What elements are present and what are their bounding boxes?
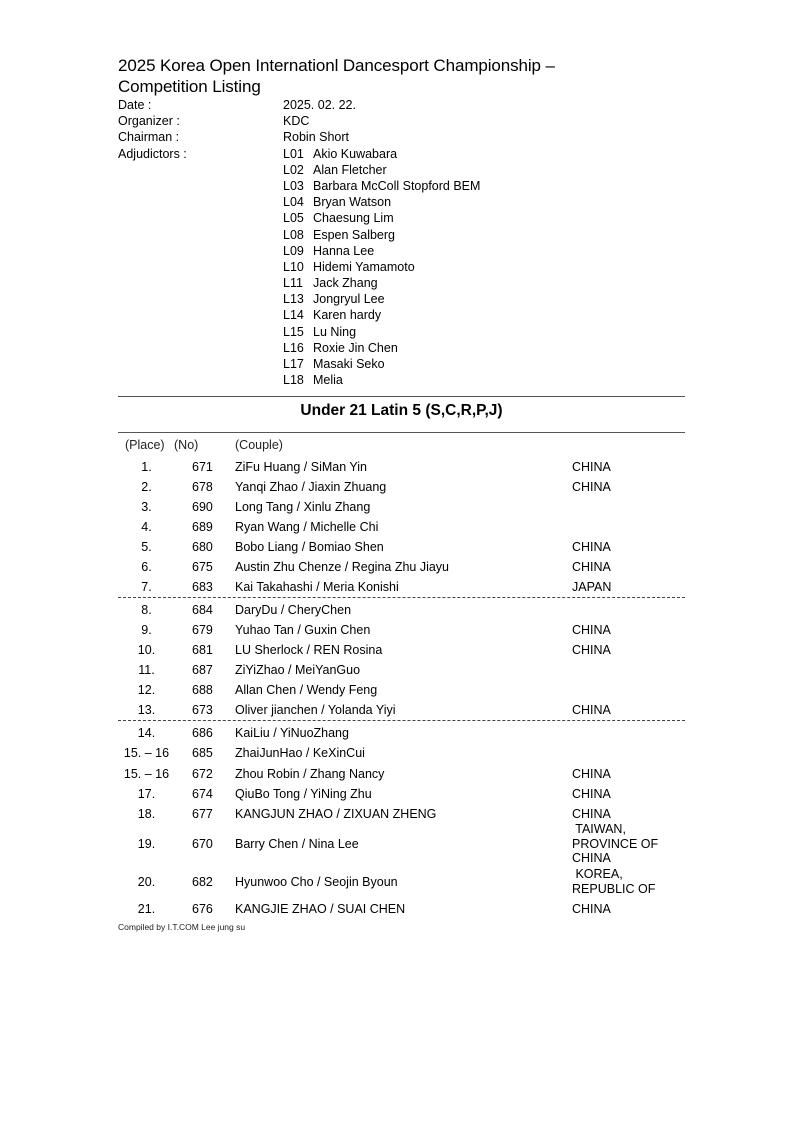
result-number: 690 [192, 500, 213, 514]
result-couple: ZhaiJunHao / KeXinCui [235, 746, 365, 760]
result-number: 672 [192, 767, 213, 781]
adjudicator-code: L01 [283, 146, 304, 161]
chairman-value: Robin Short [283, 130, 350, 145]
result-number: 676 [192, 902, 213, 916]
organizer-row [118, 113, 678, 129]
result-number: 688 [192, 683, 213, 697]
result-couple: ZiYiZhao / MeiYanGuo [235, 663, 361, 677]
result-couple: KaiLiu / YiNuoZhang [235, 726, 349, 740]
result-place: 8. [141, 603, 152, 617]
result-country: CHINA [572, 767, 611, 781]
result-couple: KANGJUN ZHAO / ZIXUAN ZHENG [235, 807, 437, 821]
result-place: 11. [138, 663, 155, 677]
result-couple: Austin Zhu Chenze / Regina Zhu Jiayu [235, 560, 450, 574]
result-number: 671 [192, 460, 213, 474]
result-row [118, 867, 685, 897]
date-value: 2025. 02. 22. [283, 98, 356, 112]
result-country: TAIWAN, PROVINCE OF CHINA [572, 822, 659, 865]
result-row [118, 899, 685, 919]
result-row [118, 600, 685, 620]
result-place: 20. [137, 875, 156, 889]
chairman-row [118, 129, 678, 145]
adjudicator-row [118, 275, 678, 291]
result-place: 19. [137, 837, 156, 851]
result-row [118, 557, 685, 577]
adjudicator-row [118, 307, 678, 323]
adjudicator-code: L04 [283, 195, 304, 210]
result-country: CHINA [572, 643, 611, 657]
adjudicator-name: Barbara McColl Stopford BEM [313, 178, 481, 193]
adjudicator-code: L11 [283, 276, 303, 291]
adjudicator-row [118, 162, 678, 178]
result-place: 6. [141, 560, 152, 574]
result-place: 1. [141, 460, 152, 474]
result-number: 674 [192, 787, 213, 801]
adjudicator-row [118, 291, 678, 307]
result-number: 680 [192, 540, 213, 554]
result-couple: Kai Takahashi / Meria Konishi [235, 580, 399, 594]
adjudicator-row [118, 227, 678, 243]
round-divider-1 [118, 597, 685, 598]
adjudicator-code: L02 [283, 162, 304, 177]
result-couple: Hyunwoo Cho / Seojin Byoun [235, 875, 398, 889]
document-title-line-2: Competition Listing [118, 77, 261, 96]
result-place: 5. [141, 540, 152, 554]
result-place: 4. [141, 520, 152, 534]
result-number: 679 [192, 623, 213, 637]
chairman-label: Chairman : [118, 130, 180, 145]
result-row [118, 477, 685, 497]
result-row [118, 457, 685, 477]
adjudicator-name: Hidemi Yamamoto [313, 259, 415, 274]
result-place: 13. [137, 703, 156, 717]
organizer-label: Organizer : [118, 114, 180, 129]
result-number: 677 [192, 807, 213, 821]
result-country: CHINA [572, 703, 611, 717]
date-label: Date : [118, 98, 152, 112]
result-place: 21. [137, 902, 156, 916]
result-country: CHINA [572, 787, 611, 801]
result-country: KOREA, REPUBLIC OF [572, 867, 656, 896]
adjudicator-row [118, 324, 678, 340]
adjudicator-name: Chaesung Lim [313, 211, 394, 226]
result-couple: Long Tang / Xinlu Zhang [235, 500, 371, 514]
header-divider [118, 432, 685, 433]
result-country: CHINA [572, 480, 611, 494]
adjudicator-name: Espen Salberg [313, 227, 396, 242]
adjudicator-name: Bryan Watson [313, 195, 392, 210]
result-couple: DaryDu / CheryChen [235, 603, 352, 617]
adjudicator-name: Jongryul Lee [313, 292, 385, 307]
adjudicator-name: Jack Zhang [313, 276, 378, 291]
result-row [118, 700, 685, 720]
result-row [118, 620, 685, 640]
result-row [118, 804, 685, 824]
result-couple: Barry Chen / Nina Lee [235, 837, 359, 851]
result-place: 9. [141, 623, 152, 637]
adjudicators-label: Adjudictors : [118, 146, 187, 161]
result-country: CHINA [572, 902, 611, 916]
adjudicator-row [118, 259, 678, 275]
adjudicator-code: L08 [283, 227, 304, 242]
result-row [118, 723, 685, 743]
adjudicator-row [118, 194, 678, 210]
result-place: 14. [137, 726, 156, 740]
result-row [118, 537, 685, 557]
result-number: 689 [192, 520, 213, 534]
result-number: 685 [192, 746, 213, 760]
adjudicator-name: Hanna Lee [313, 243, 375, 258]
section-divider [118, 396, 685, 397]
result-place: 10. [137, 643, 156, 657]
result-place: 2. [141, 480, 152, 494]
adjudicator-code: L18 [283, 373, 304, 388]
adjudicator-row [118, 372, 678, 388]
result-row [118, 743, 685, 763]
result-place: 12. [137, 683, 156, 697]
result-couple: Yanqi Zhao / Jiaxin Zhuang [235, 480, 387, 494]
adjudicator-name: Akio Kuwabara [313, 146, 398, 161]
adjudicator-row [118, 356, 678, 372]
round-divider-2 [118, 720, 685, 721]
organizer-value: KDC [283, 114, 310, 129]
result-row [118, 517, 685, 537]
result-country: CHINA [572, 560, 611, 574]
result-place: 18. [137, 807, 156, 821]
result-number: 687 [192, 663, 213, 677]
result-place: 7. [141, 580, 152, 594]
adjudicators-list [118, 146, 678, 389]
result-number: 678 [192, 480, 213, 494]
date-row [118, 97, 678, 113]
result-couple: QiuBo Tong / YiNing Zhu [235, 787, 372, 801]
result-row [118, 822, 685, 866]
result-place: 17. [137, 787, 156, 801]
result-couple: Yuhao Tan / Guxin Chen [235, 623, 371, 637]
adjudicator-name: Lu Ning [313, 324, 357, 339]
result-number: 684 [192, 603, 213, 617]
result-row [118, 784, 685, 804]
adjudicator-code: L14 [283, 308, 304, 323]
adjudicator-name: Alan Fletcher [313, 162, 387, 177]
result-number: 670 [192, 837, 213, 851]
adjudicator-row [118, 146, 678, 162]
header-couple: (Couple) [235, 438, 283, 452]
document-title-line-1: 2025 Korea Open Internationl Dancesport Championship – [118, 56, 555, 75]
adjudicator-code: L03 [283, 178, 304, 193]
meta-section [118, 97, 678, 388]
result-number: 673 [192, 703, 213, 717]
result-country: CHINA [572, 460, 611, 474]
result-row [118, 497, 685, 517]
result-place: 15. – 16 [123, 746, 170, 760]
result-place: 15. – 16 [123, 767, 170, 781]
result-number: 675 [192, 560, 213, 574]
adjudicator-code: L05 [283, 211, 304, 226]
adjudicator-code: L15 [283, 324, 304, 339]
adjudicator-row [118, 340, 678, 356]
result-row [118, 640, 685, 660]
result-number: 683 [192, 580, 213, 594]
result-row [118, 680, 685, 700]
result-couple: Zhou Robin / Zhang Nancy [235, 767, 385, 781]
result-row [118, 764, 685, 784]
adjudicator-row [118, 243, 678, 259]
result-couple: KANGJIE ZHAO / SUAI CHEN [235, 902, 406, 916]
result-couple: Oliver jianchen / Yolanda Yiyi [235, 703, 396, 717]
result-couple: LU Sherlock / REN Rosina [235, 643, 383, 657]
result-country: CHINA [572, 623, 611, 637]
adjudicator-code: L16 [283, 340, 304, 355]
result-couple: Ryan Wang / Michelle Chi [235, 520, 379, 534]
result-couple: Allan Chen / Wendy Feng [235, 683, 378, 697]
adjudicator-code: L13 [283, 292, 304, 307]
result-row [118, 577, 685, 597]
adjudicator-name: Karen hardy [313, 308, 382, 323]
result-country: JAPAN [572, 580, 612, 594]
adjudicator-name: Masaki Seko [313, 357, 385, 371]
adjudicator-code: L17 [283, 357, 304, 371]
result-couple: ZiFu Huang / SiMan Yin [235, 460, 368, 474]
adjudicator-code: L10 [283, 259, 304, 274]
result-number: 686 [192, 726, 213, 740]
adjudicator-name: Melia [313, 373, 343, 388]
event-title: Under 21 Latin 5 (S,C,R,P,J) [300, 402, 503, 419]
result-row [118, 660, 685, 680]
result-number: 681 [192, 643, 213, 657]
adjudicator-row [118, 178, 678, 194]
header-no: (No) [174, 438, 199, 452]
adjudicator-code: L09 [283, 243, 304, 258]
result-country: CHINA [572, 807, 611, 821]
result-country: CHINA [572, 540, 611, 554]
document-title [118, 55, 638, 97]
result-couple: Bobo Liang / Bomiao Shen [235, 540, 384, 554]
result-place: 3. [141, 500, 152, 514]
header-place: (Place) [125, 438, 165, 452]
result-number: 682 [192, 875, 213, 889]
adjudicator-row [118, 210, 678, 226]
footer-credit: Compiled by I.T.COM Lee jung su [118, 922, 246, 932]
adjudicator-name: Roxie Jin Chen [313, 340, 398, 355]
